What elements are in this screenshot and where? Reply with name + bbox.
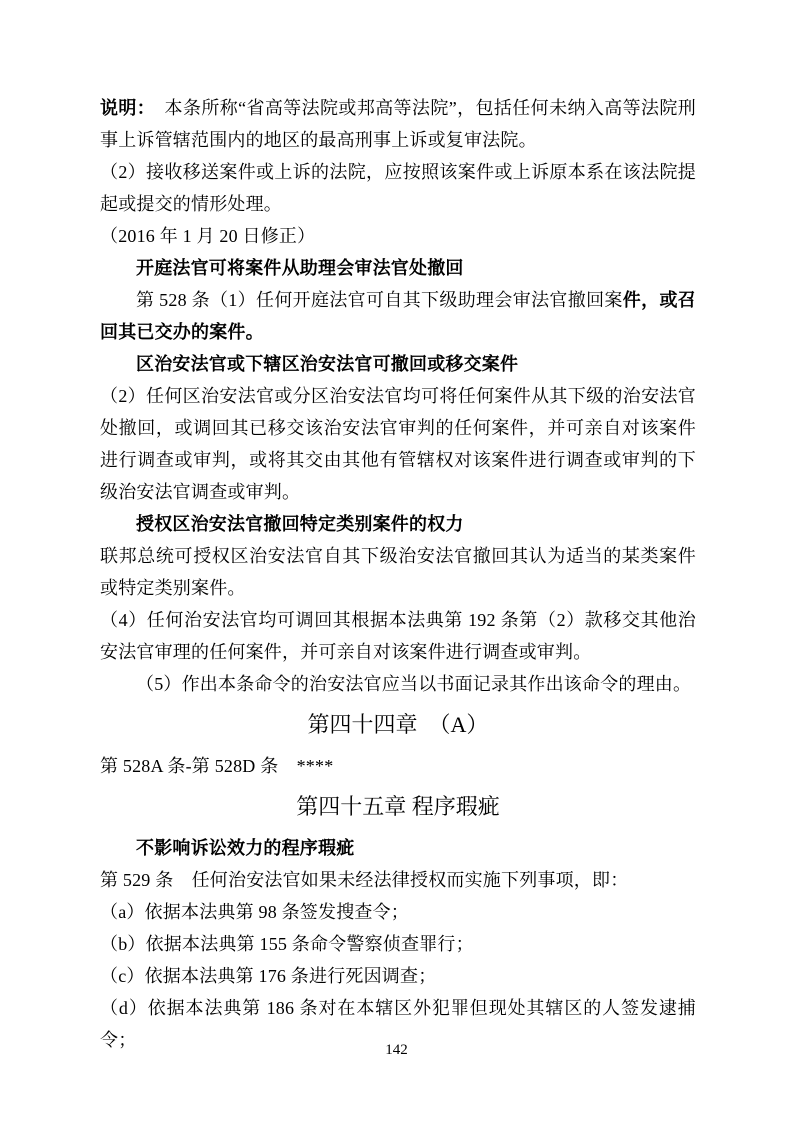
chapter-44-heading: 第四十四章 （A） bbox=[307, 712, 489, 737]
note-text: 本条所称“省高等法院或邦高等法院”，包括任何未纳入高等法院刑事上诉管辖范围内的地区的最高刑事上诉或复审法院。 bbox=[100, 98, 696, 150]
heading-sessions-judge-withdraw: 开庭法官可将案件从助理会审法官处撤回 bbox=[136, 258, 464, 278]
list-item-d: （d）依据本法典第 186 条对在本辖区外犯罪但现处其辖区的人签发逮捕令； bbox=[100, 998, 696, 1050]
paragraph-sections-528a-528d: 第 528A 条-第 528D 条 **** bbox=[100, 756, 334, 776]
list-item-b: （b）依据本法典第 155 条命令警察侦查罪行； bbox=[100, 934, 474, 954]
paragraph-amendment-date: （2016 年 1 月 20 日修正） bbox=[100, 226, 316, 246]
paragraph-section-528-clause-5: （5）作出本条命令的治安法官应当以书面记录其作出该命令的理由。 bbox=[136, 674, 692, 694]
document-content bbox=[100, 92, 696, 1056]
paragraph-section-528-clause-2: （2）任何区治安法官或分区治安法官均可将任何案件从其下级的治安法官处撤回，或调回其已移交该治安法官审判的任何案件，并可亲自对该案件进行调查或审判，或将其交由其他有管辖权对该案件进行调查或审判的下级治安法官调查或审判。 bbox=[100, 386, 696, 502]
paragraph-section-528-clause-4: （4）任何治安法官均可调回其根据本法典第 192 条第（2）款移交其他治安法官审理的任何案件，并可亲自对该案件进行调查或审判。 bbox=[100, 610, 696, 662]
note-label: 说明： bbox=[100, 98, 147, 118]
section-528-normal-text: 第 528 条（1）任何开庭法官可自其下级助理会审法官撤回案 bbox=[136, 290, 623, 310]
heading-district-magistrate-withdraw: 区治安法官或下辖区治安法官可撤回或移交案件 bbox=[136, 354, 519, 374]
chapter-45-heading: 第四十五章 程序瑕疵 bbox=[296, 794, 500, 819]
paragraph-section-529-intro: 第 529 条 任何治安法官如果未经法律授权而实施下列事项，即： bbox=[100, 870, 629, 890]
page-number: 142 bbox=[385, 1042, 408, 1058]
paragraph-clause-2-transfer: （2）接收移送案件或上诉的法院，应按照该案件或上诉原本系在该法院提起或提交的情形处理。 bbox=[100, 162, 696, 214]
list-item-a: （a）依据本法典第 98 条签发搜查令； bbox=[100, 902, 409, 922]
paragraph-president-authorize: 联邦总统可授权区治安法官自其下级治安法官撤回其认为适当的某类案件或特定类别案件。 bbox=[100, 546, 696, 598]
heading-authorize-withdraw-classes: 授权区治安法官撤回特定类别案件的权力 bbox=[136, 514, 464, 534]
paragraph-section-528-clause-1 bbox=[100, 284, 696, 348]
list-item-c: （c）依据本法典第 176 条进行死因调查； bbox=[100, 966, 437, 986]
paragraph-note bbox=[100, 92, 696, 156]
section-528-bold-text: 件，或召回其已交办的案件。 bbox=[100, 290, 696, 342]
heading-procedural-defect: 不影响诉讼效力的程序瑕疵 bbox=[136, 838, 355, 858]
